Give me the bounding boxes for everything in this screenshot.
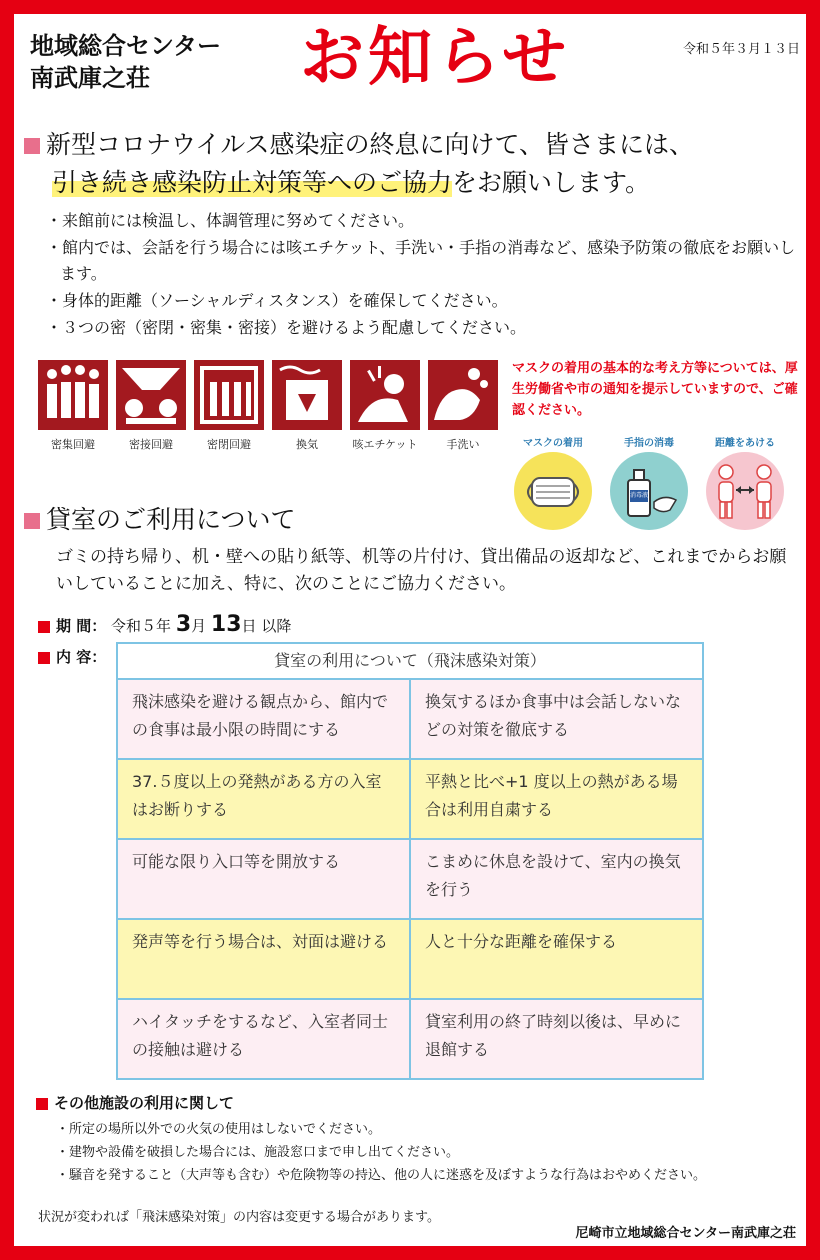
content-label-row — [38, 646, 106, 667]
list-item: ・所定の場所以外での火気の使用はしないでください。 — [56, 1122, 382, 1137]
period-row — [38, 612, 291, 637]
table-cell: こまめに休息を設けて、室内の換気を行う — [409, 840, 702, 918]
period-era: 令和５年 — [111, 617, 172, 635]
pictogram-label: 密集回避 — [51, 438, 95, 451]
change-note: 状況が変われば「飛沫感染対策」の内容は変更する場合があります。 — [38, 1210, 440, 1225]
table-cell: 飛沫感染を避ける観点から、館内での食事は最小限の時間にする — [132, 692, 389, 739]
section2-heading-text: 貸室のご利用について — [46, 505, 296, 534]
pink-square-icon — [24, 513, 40, 529]
pink-square-icon — [24, 138, 40, 154]
list-item: ・身体的距離（ソーシャルディスタンス）を確保してください。 — [46, 291, 508, 310]
list-item: ・館内では、会話を行う場合には咳エチケット、手洗い・手指の消毒など、感染予防策の徹底をお願いします。 — [46, 238, 796, 283]
closed-space-avoid-icon — [194, 360, 264, 430]
table-row — [118, 680, 702, 760]
table-cell: 可能な限り入口等を開放する — [132, 852, 341, 871]
section3-heading-text: その他施設の利用に関して — [54, 1094, 235, 1112]
red-square-icon — [38, 652, 50, 664]
org-line1: 地域総合センター — [30, 32, 222, 60]
table-cell: 貸室利用の終了時刻以後は、早めに退館する — [409, 1000, 702, 1078]
section1-bullets — [46, 208, 806, 342]
period-after: 以降 — [261, 617, 292, 635]
table-cell: 換気するほか食事中は会話しないなどの対策を徹底する — [409, 680, 702, 758]
table-cell: 平熱と比べ+1 度以上の熱がある場合は利用自粛する — [409, 760, 702, 838]
section2-heading — [24, 502, 296, 538]
table-cell: 37.５度以上の発熱がある方の入室はお断りする — [132, 772, 382, 819]
list-item: ・来館前には検温し、体調管理に努めてください。 — [46, 211, 415, 230]
mask-note: マスクの着用の基本的な考え方等については、厚生労働省や市の通知を提示していますので、ご確認ください。 — [512, 361, 798, 418]
section1-line2-rest: をお願いします。 — [452, 168, 651, 197]
table-row — [118, 760, 702, 840]
period-month-unit: 月 — [191, 617, 207, 635]
list-item: ・３つの密（密閉・密集・密接）を避けるよう配慮してください。 — [46, 318, 527, 337]
table-cell: ハイタッチをするなど、入室者同士の接触は避ける — [132, 1012, 389, 1059]
period-day-unit: 日 — [241, 617, 257, 635]
period-label: 期 間： — [56, 617, 107, 635]
pictogram-label: 密閉回避 — [207, 438, 251, 451]
red-square-icon — [36, 1098, 48, 1110]
table-row — [118, 840, 702, 920]
sanitizer-icon — [610, 452, 688, 530]
rules-table — [116, 642, 704, 1080]
list-item: ・建物や設備を破損した場合には、施設窓口まで申し出てください。 — [56, 1145, 460, 1160]
section3-list — [56, 1118, 806, 1187]
red-square-icon — [38, 621, 50, 633]
mask-icon — [514, 452, 592, 530]
ventilation-icon — [272, 360, 342, 430]
content-label: 内 容： — [56, 648, 107, 666]
handwashing-icon — [428, 360, 498, 430]
cough-etiquette-icon — [350, 360, 420, 430]
period-month: 3 — [175, 612, 192, 637]
pictogram-strip — [34, 360, 492, 452]
pictogram-label: 咳エチケット — [352, 438, 418, 451]
section2-paragraph: ゴミの持ち帰り、机・壁への貼り紙等、机等の片付け、貸出備品の返却など、これまでからお願いしていることに加え、特に、次のことにご協力ください。 — [56, 547, 787, 594]
circle-label-sanitize: 手指の消毒 — [624, 438, 674, 449]
table-row — [118, 920, 702, 1000]
period-day: 13 — [210, 612, 242, 637]
section1-highlight: 引き続き感染防止対策等へのご協力 — [52, 168, 453, 197]
list-item: ・騒音を発すること（大声等も含む）や危険物等の持込、他の人に迷惑を及ぼすような行為はおやめください。 — [56, 1168, 707, 1183]
page-title: お知らせ — [300, 21, 571, 95]
pictogram-label: 換気 — [296, 438, 318, 451]
notice-date: 令和５年３月１３日 — [682, 42, 800, 57]
section1-line1: 新型コロナウイルス感染症の終息に向けて、皆さまには、 — [46, 130, 695, 159]
organization-name — [30, 30, 221, 94]
table-title: 貸室の利用について（飛沫感染対策） — [118, 644, 702, 680]
section3-heading — [36, 1092, 234, 1113]
pictogram-label: 密接回避 — [129, 438, 173, 451]
crowd-avoid-icon — [38, 360, 108, 430]
table-cell: 発声等を行う場合は、対面は避ける — [132, 932, 389, 951]
circle-label-distance: 距離をあける — [715, 438, 775, 449]
bottle-label: 消毒液 — [630, 490, 648, 502]
table-row — [118, 1000, 702, 1078]
section1-heading — [24, 126, 804, 202]
org-line2: 南武庫之荘 — [30, 64, 150, 92]
distance-icon — [706, 452, 784, 530]
circle-label-mask: マスクの着用 — [523, 438, 583, 449]
footer-organization: 尼崎市立地域総合センター南武庫之荘 — [575, 1226, 796, 1241]
close-contact-avoid-icon — [116, 360, 186, 430]
pictogram-label: 手洗い — [446, 438, 480, 451]
table-cell: 人と十分な距離を確保する — [409, 920, 702, 998]
